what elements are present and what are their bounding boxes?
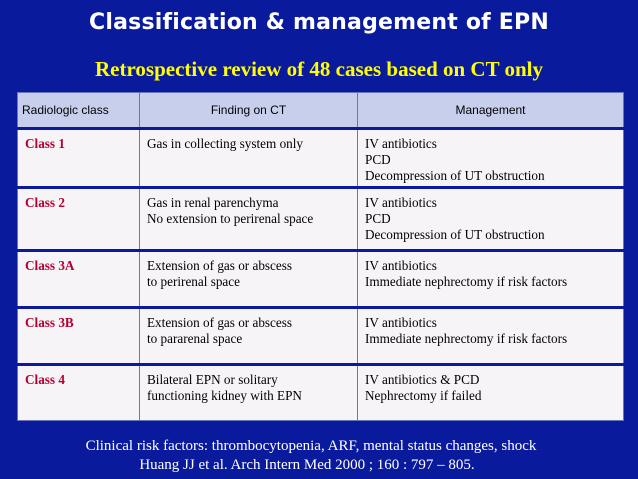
class-cell: Class 3B	[18, 308, 140, 365]
slide-subtitle: Retrospective review of 48 cases based on CT only	[95, 57, 543, 81]
slide-title: Classification & management of EPN	[89, 10, 549, 35]
finding-line: to perirenal space	[147, 274, 240, 289]
class-cell: Class 2	[18, 188, 140, 251]
management-line: IV antibiotics	[365, 195, 437, 210]
management-line: Immediate nephrectomy if risk factors	[365, 331, 568, 346]
management-line: IV antibiotics	[365, 258, 437, 273]
management-line: Nephrectomy if failed	[365, 388, 482, 403]
management-cell	[358, 308, 624, 365]
management-line: PCD	[365, 152, 391, 167]
classification-table	[17, 92, 624, 421]
finding-line: Extension of gas or abscess	[147, 258, 293, 273]
header-radiologic-class: Radiologic class	[18, 93, 140, 129]
class-cell: Class 1	[18, 129, 140, 188]
management-cell	[358, 251, 624, 308]
finding-line: Extension of gas or abscess	[147, 315, 293, 330]
finding-cell	[140, 129, 358, 188]
finding-line: to pararenal space	[147, 331, 243, 346]
management-line: IV antibiotics	[365, 315, 437, 330]
finding-cell	[140, 188, 358, 251]
finding-line: Gas in collecting system only	[147, 136, 304, 151]
management-line: PCD	[365, 211, 391, 226]
citation: Huang JJ et al. Arch Intern Med 2000 ; 160 : 797 – 805.	[139, 457, 475, 473]
table-row	[18, 365, 624, 421]
management-line: Decompression of UT obstruction	[365, 227, 545, 242]
management-cell	[358, 188, 624, 251]
finding-cell	[140, 308, 358, 365]
table-row	[18, 129, 624, 188]
class-cell: Class 3A	[18, 251, 140, 308]
class-cell: Class 4	[18, 365, 140, 421]
management-cell	[358, 365, 624, 421]
table-row	[18, 188, 624, 251]
finding-line: No extension to perirenal space	[147, 211, 314, 226]
management-line: IV antibiotics & PCD	[365, 372, 480, 387]
management-cell	[358, 129, 624, 188]
header-finding-on-ct: Finding on CT	[140, 93, 358, 129]
management-line: Decompression of UT obstruction	[365, 168, 545, 183]
finding-line: Bilateral EPN or solitary	[147, 372, 278, 387]
risk-factors-note: Clinical risk factors: thrombocytopenia, ARF, mental status changes, shock	[85, 438, 537, 454]
table-row	[18, 251, 624, 308]
management-line: IV antibiotics	[365, 136, 437, 151]
management-line: Immediate nephrectomy if risk factors	[365, 274, 568, 289]
table-header-row	[18, 93, 624, 129]
header-management: Management	[358, 93, 624, 129]
finding-cell	[140, 365, 358, 421]
finding-line: Gas in renal parenchyma	[147, 195, 279, 210]
table-row	[18, 308, 624, 365]
finding-cell	[140, 251, 358, 308]
finding-line: functioning kidney with EPN	[147, 388, 302, 403]
